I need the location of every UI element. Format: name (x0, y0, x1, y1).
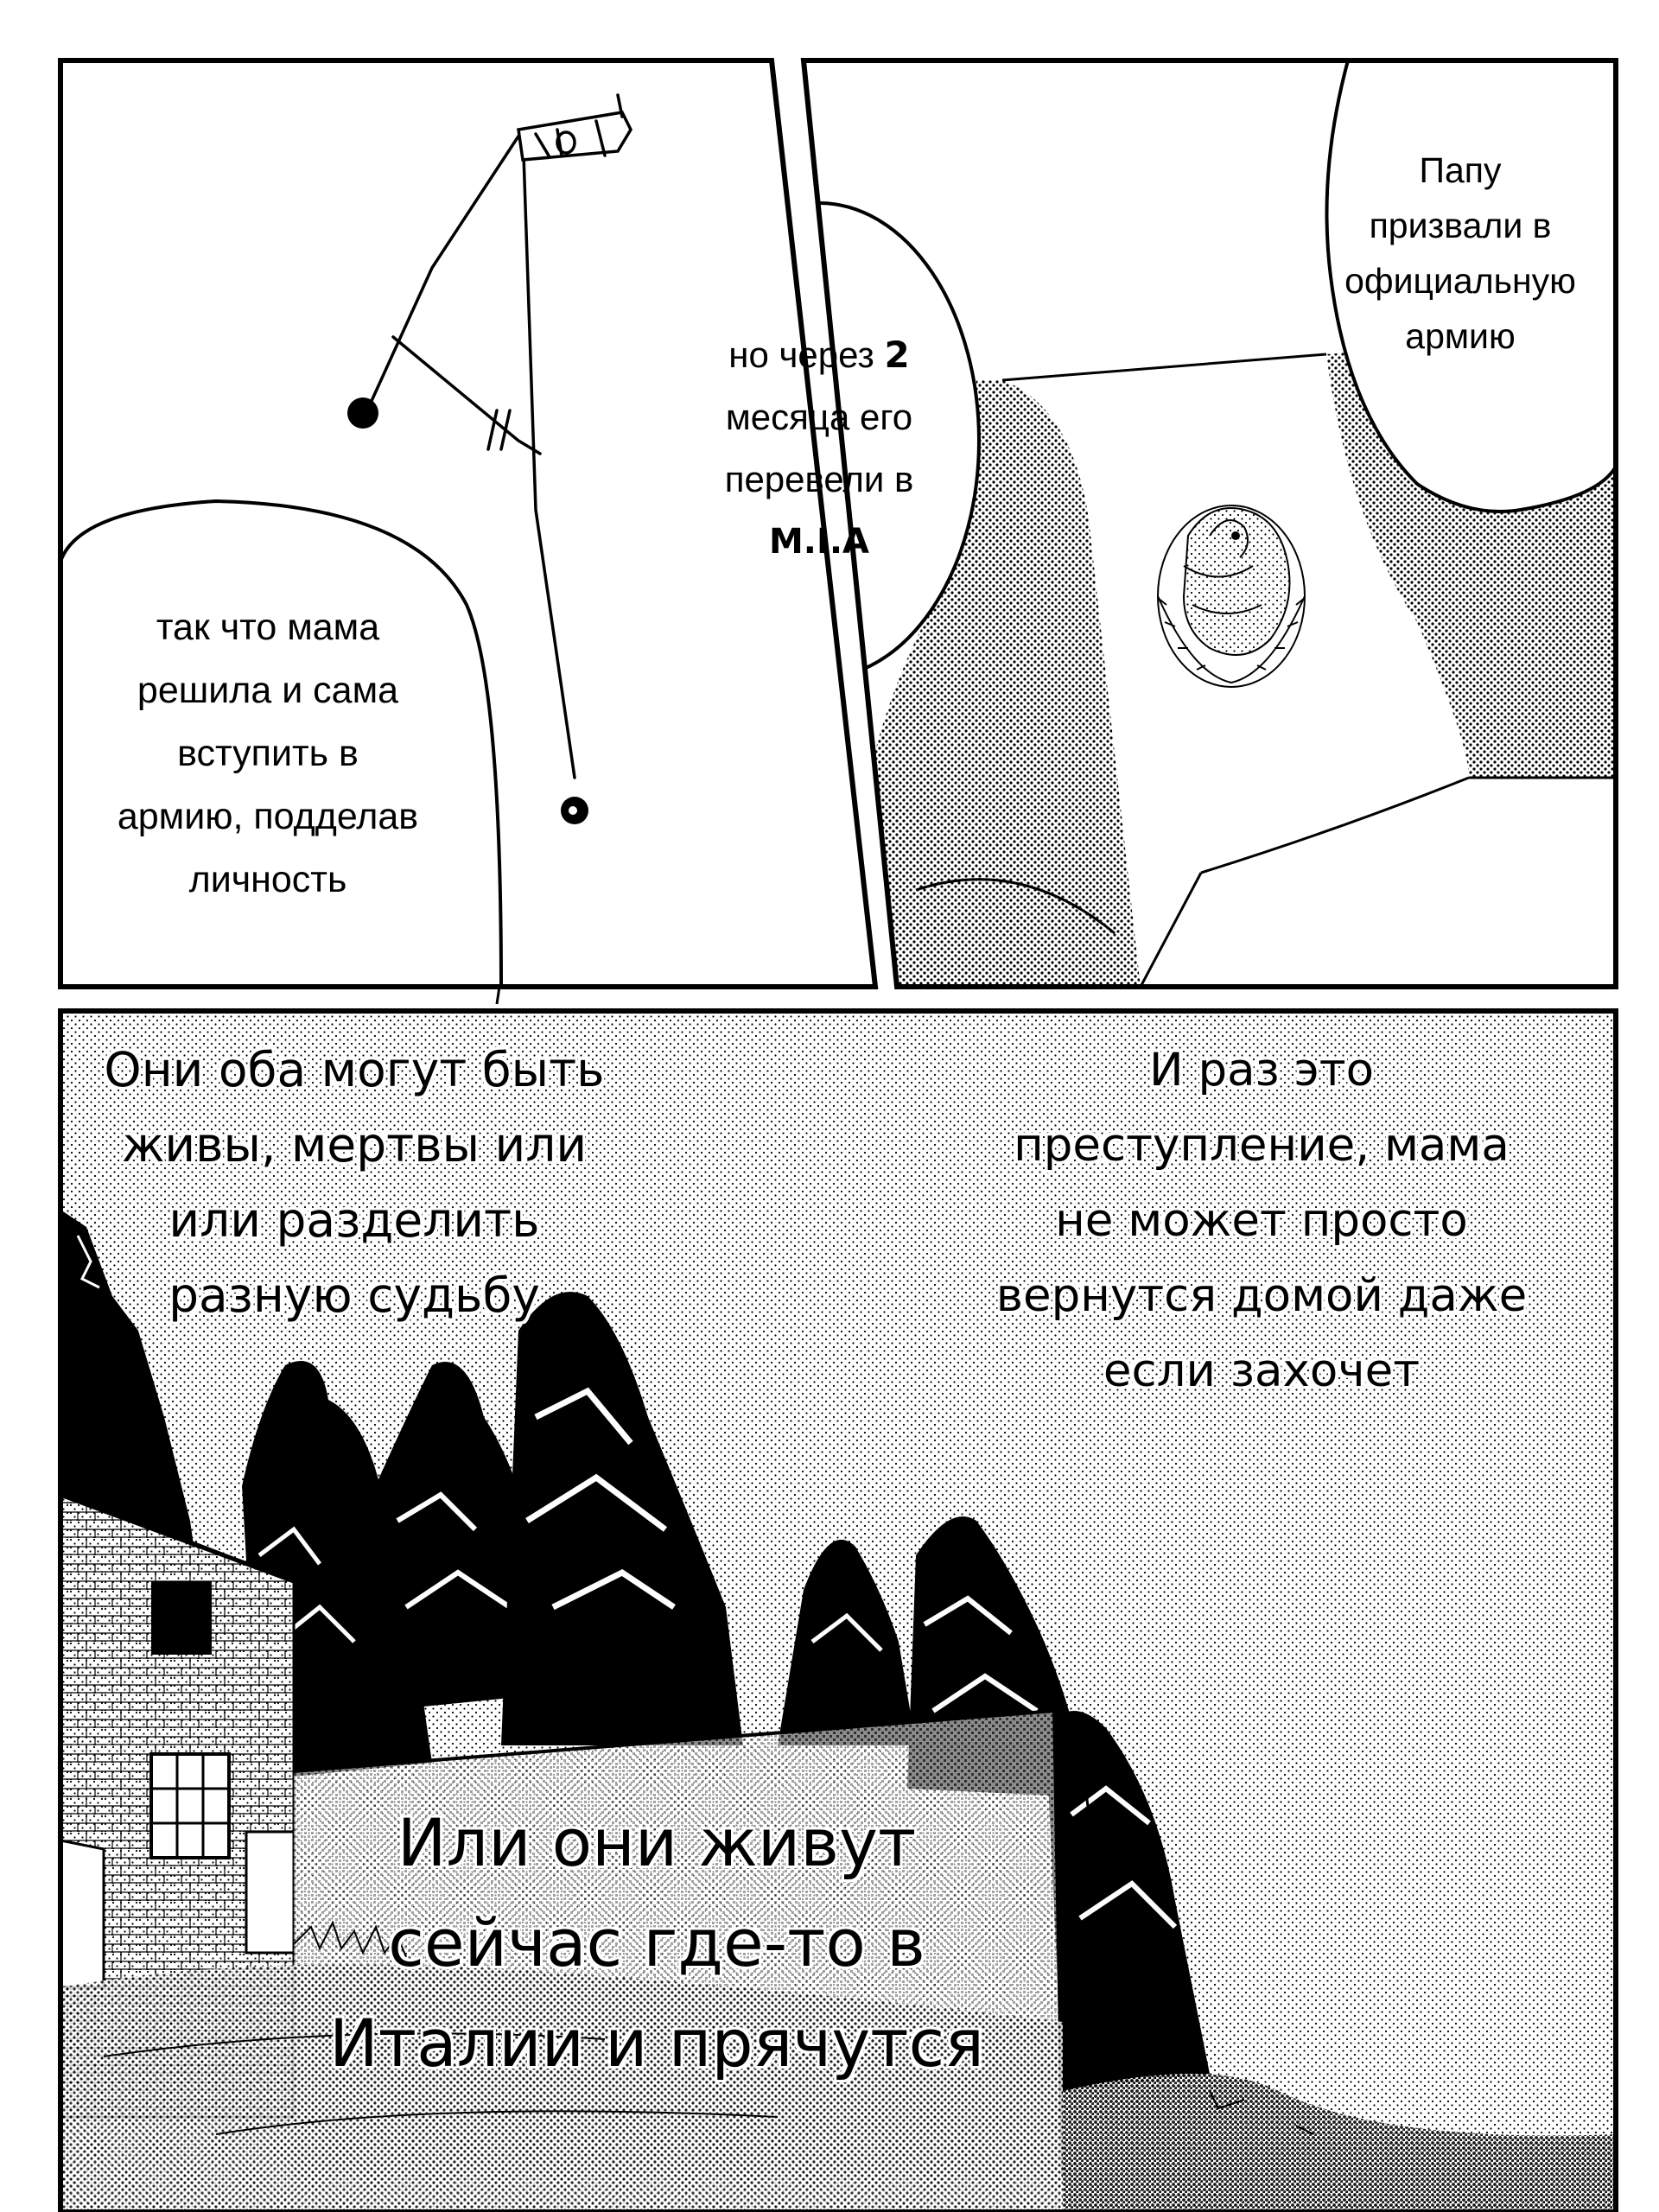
text-line: И раз это (1148, 1044, 1375, 1096)
text-line: или разделить (168, 1192, 540, 1248)
text-line: вернутся домой даже (995, 1269, 1528, 1322)
text-line: месяца его (725, 397, 913, 437)
text-line: живы, мертвы или (121, 1117, 588, 1173)
text-line: официальную (1344, 261, 1576, 301)
text-line: Папу (1419, 150, 1502, 190)
number-highlight: 2 (884, 334, 910, 376)
text-line: Италии и прячутся (328, 2005, 985, 2082)
text-fragment: но через (728, 334, 885, 375)
text-line: так что мама (156, 607, 380, 648)
text-line: Они оба могут быть (104, 1042, 605, 1097)
panel-3-bottom-caption (259, 1793, 1054, 2094)
text-line: не может просто (1055, 1194, 1468, 1247)
panel-1-speech-text (95, 596, 441, 912)
panel-2-middle-speech-text (681, 324, 957, 573)
panel-2-top-speech-text (1313, 143, 1607, 364)
text-line: Или они живут (397, 1804, 917, 1881)
text-line: если захочет (1103, 1344, 1421, 1397)
text-line: сейчас где-то в (388, 1904, 925, 1981)
text-line: личность (188, 859, 347, 900)
text-line: перевели в (724, 459, 914, 499)
eagle-emblem-icon (1158, 505, 1305, 687)
text-line: призвали в (1369, 206, 1552, 245)
text-line (681, 324, 957, 386)
text-line: армию, подделав (117, 796, 419, 837)
panel-3-right-caption (976, 1033, 1547, 1408)
mia-term: M.I.A (768, 522, 870, 562)
panel-3-left-caption (69, 1033, 639, 1333)
text-line: разную судьбу (168, 1268, 540, 1323)
text-line: преступление, мама (1014, 1119, 1510, 1172)
text-line: решила и сама (137, 670, 399, 711)
text-line: армию (1405, 316, 1516, 356)
text-line: вступить в (177, 733, 359, 774)
